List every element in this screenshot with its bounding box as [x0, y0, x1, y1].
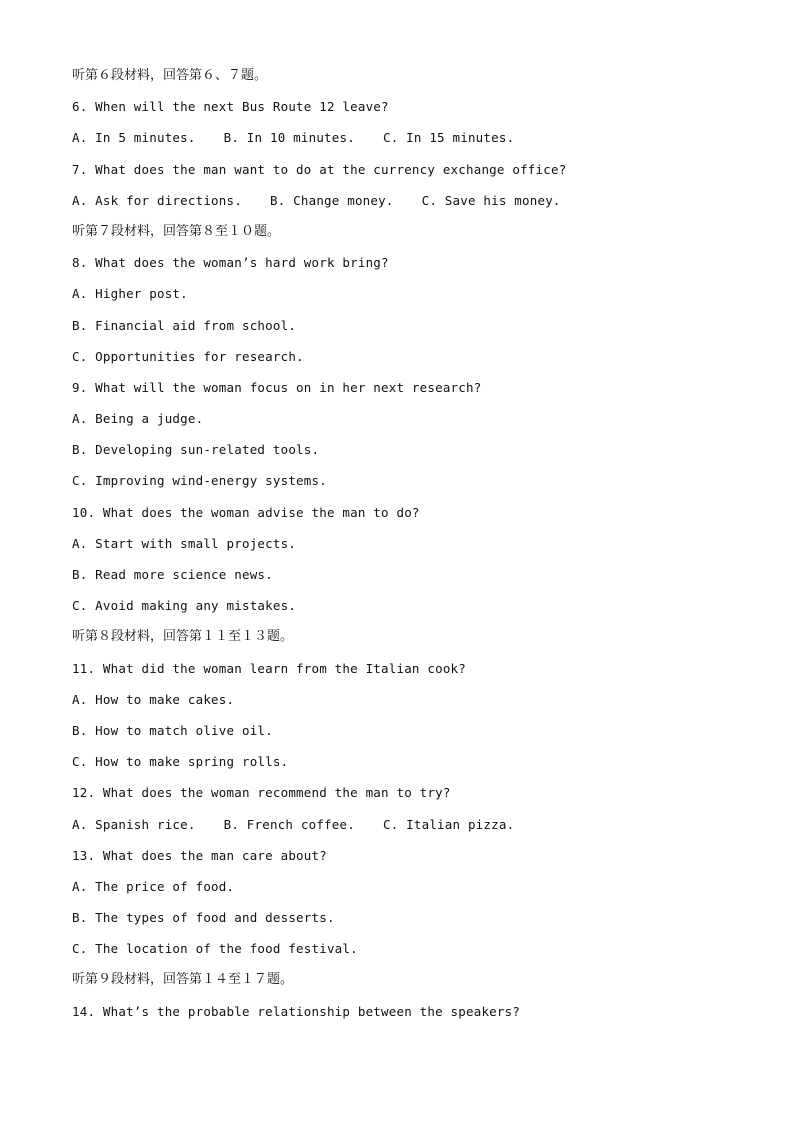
question-13: 13. What does the man care about? — [72, 847, 327, 863]
question-7: 7. What does the man want to do at the currency exchange office? — [72, 161, 567, 177]
option-b: B. Developing sun-related tools. — [72, 442, 320, 458]
option-b: B. Financial aid from school. — [72, 317, 297, 333]
option-b: B. In 10 minutes. — [223, 130, 355, 146]
option-b: B. Change money. — [269, 192, 394, 208]
option-c: C. Improving wind-energy systems. — [72, 473, 327, 489]
option-a: A. The price of food. — [72, 878, 235, 894]
option-c: C. The location of the food festival. — [72, 941, 358, 957]
option-a: A. Being a judge. — [72, 411, 204, 427]
question-11: 11. What did the woman learn from the Italian cook? — [72, 660, 467, 676]
options-row-q12 — [72, 815, 762, 846]
option-a: A. Spanish rice. — [72, 816, 196, 832]
option-c: C. Save his money. — [421, 192, 561, 208]
question-12: 12. What does the woman recommend the man to try? — [72, 785, 451, 801]
options-row-q7 — [72, 191, 762, 222]
option-a: A. In 5 minutes. — [72, 130, 196, 146]
option-a: A. How to make cakes. — [72, 691, 235, 707]
option-b: B. The types of food and desserts. — [72, 910, 335, 926]
question-10: 10. What does the woman advise the man to do? — [72, 504, 420, 520]
option-c: C. Avoid making any mistakes. — [72, 598, 297, 614]
option-c: C. Opportunities for research. — [72, 348, 304, 364]
section-heading: 听第６段材料，回答第６、７题。 — [72, 68, 268, 83]
option-a: A. Start with small projects. — [72, 535, 297, 551]
options-row-q6 — [72, 128, 762, 159]
option-a: A. Ask for directions. — [72, 192, 242, 208]
option-c: C. How to make spring rolls. — [72, 754, 289, 770]
section-heading: 听第７段材料，回答第８至１０题。 — [72, 223, 281, 239]
option-b: B. French coffee. — [223, 816, 355, 832]
option-a: A. Higher post. — [72, 286, 188, 302]
option-c: C. Italian pizza. — [382, 816, 515, 832]
question-8: 8. What does the woman’s hard work bring? — [72, 255, 389, 271]
question-6: 6. When will the next Bus Route 12 leave? — [72, 99, 389, 115]
option-b: B. How to match olive oil. — [72, 722, 273, 738]
document-page — [72, 66, 762, 1033]
question-9: 9. What will the woman focus on in her next research? — [72, 379, 482, 395]
option-c: C. In 15 minutes. — [382, 130, 515, 146]
section-heading: 听第８段材料，回答第１１至１３题。 — [72, 629, 294, 645]
option-b: B. Read more science news. — [72, 567, 273, 582]
question-14: 14. What’s the probable relationship between the speakers? — [72, 1003, 521, 1019]
section-heading: 听第９段材料，回答第１４至１７题。 — [72, 972, 294, 988]
